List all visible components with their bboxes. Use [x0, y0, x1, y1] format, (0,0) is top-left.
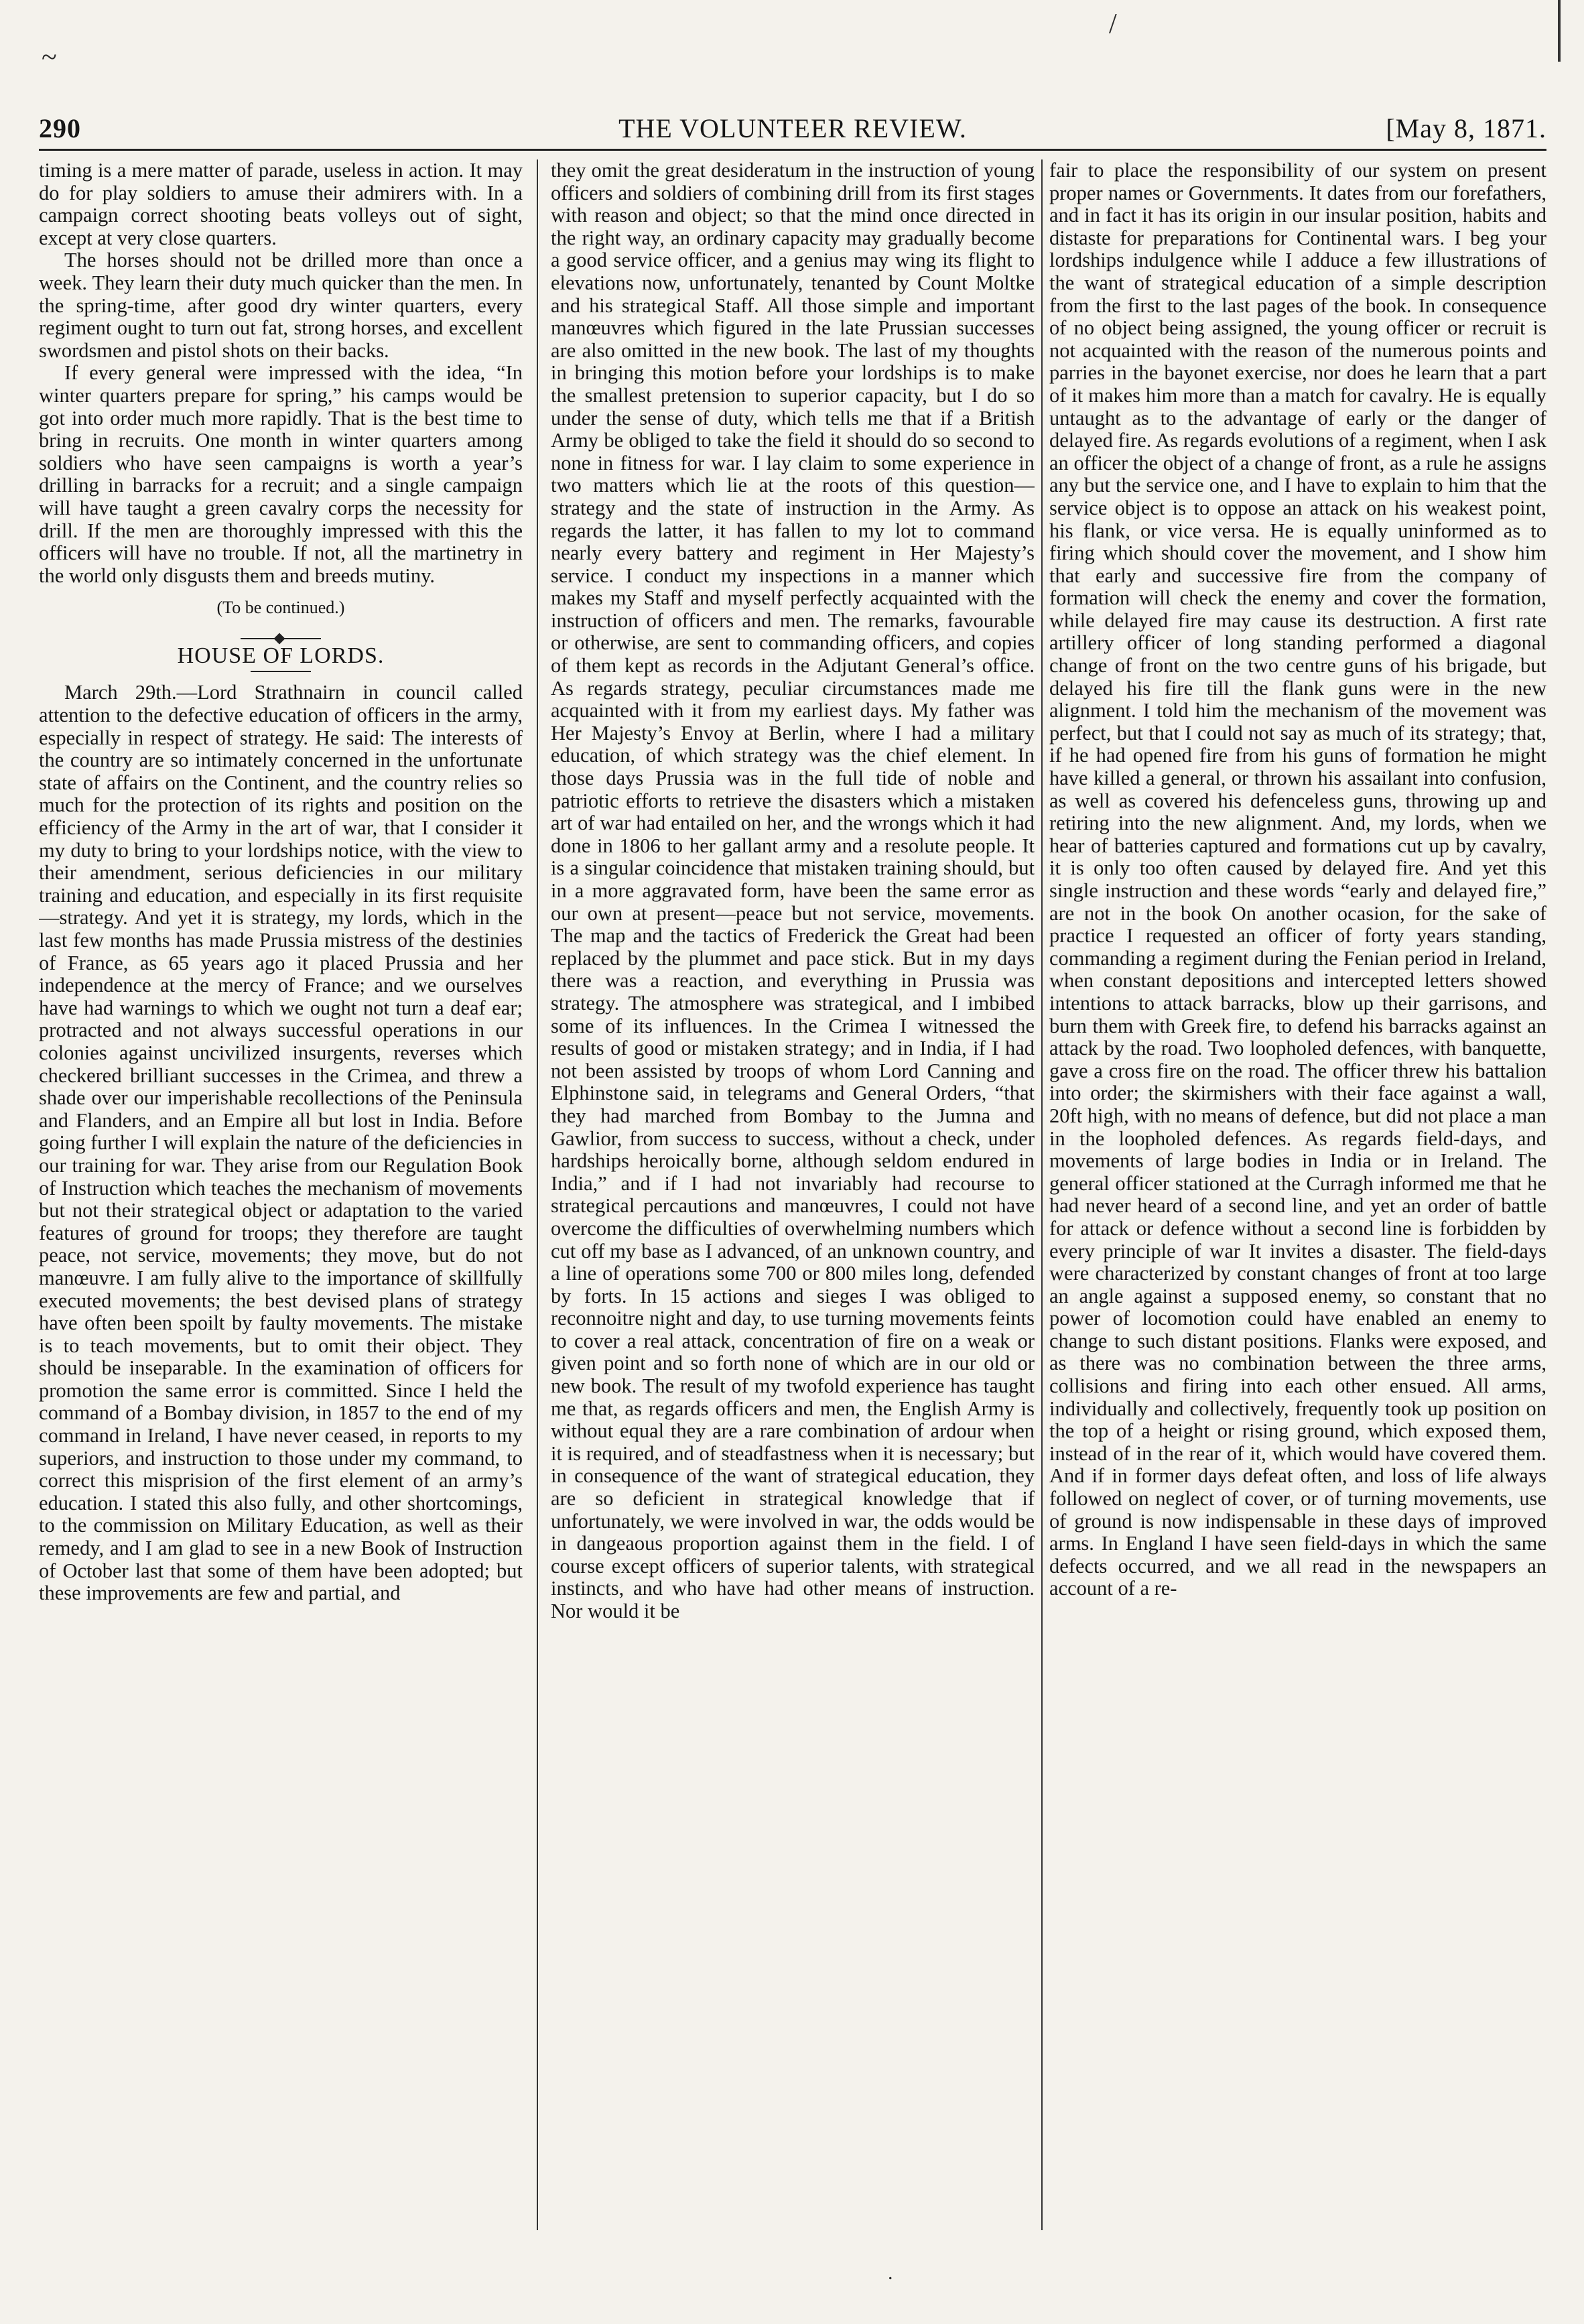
paragraph: they omit the great desideratum in the instruction of young officers and soldiers of combining drill from its first stages with reason and object; so that the mind once directed in the right way, an ordinary capacity may gradually become a good service officer, and a genius may wing its flight to elevations now, unfortunately, tenanted by Count Moltke and his strategical Staff. All those simple and important manœuvres which figured in the late Prussian successes are also omitted in the new book. The last of my thoughts in bringing this motion before your lordships is to make the smallest pretension to superior capacity, but I do so under the sense of duty, which tells me that if a British Army be obliged to take the field it should do so second to none in fitness for war. I lay claim to some experience in two matters which lie at the roots of this question—strategy and the state of instruction in the Army. As regards the latter, it has fallen to my lot to command nearly every battery and regiment in Her Majesty’s service. I conduct my inspections in a manner which makes my Staff and myself perfectly acquainted with the instruction of officers and men. The remarks, favourable or otherwise, are sent to commanding officers, and copies of them kept as records in the Adjutant General’s office. As regards strategy, peculiar circumstances made me acquainted with it from my earliest days. My father was Her Majesty’s Envoy at Berlin, where I had a military education, of which strategy was the chief element. In those days Prussia was in the full tide of noble and patriotic efforts to retrieve the disasters which a mistaken art of war had entailed on her, and the wrongs which it had done in 1806 to her gallant army and a resolute people. It is a singular coincidence that mistaken training should, but in a more aggravated form, have been the same error as our own at present—peace but not service, movements. The map and the tactics of Frederick the Great had been replaced by the plummet and pace stick. But in my days there was a reaction, and everything in Prussia was strategy. The atmosphere was strategical, and I imbibed some of its influences. In the Crimea I witnessed the results of good or mistaken strategy; and in India, if I had not been assisted by troops of whom Lord Canning and Elphinstone said, in telegrams and General Orders, “that they had marched from Bombay to the Jumna and Gawlior, from success to success, without a check, under hardships heroically borne, although seldom endured in India,” and if I had not invariably had recourse to strategical percautions and manœuvres, I could not have overcome the difficulties of overwhelming numbers which cut off my base as I advanced, of an unknown country, and a line of operations some 700 or 800 miles long, defended by forts. In 15 actions and sieges I was obliged to reconnoitre night and day, to use turning movements feints to cover a real attack, concentration of fire on a weak or given point and so forth none of which are in our old or new book. The result of my twofold experience has taught me that, as regards officers and men, the English Army is without equal they are a rare combination of ardour when it is required, and of steadfastness when it is necessary; but in consequence of the want of strategical education, they are so deficient in strategical knowledge that if unfortunately, we were involved in war, the odds would be in dangeaous proportion against them in the field. I of course except officers of superior talents, with strategical instincts, and who have had other means of instruction. Nor would it be	[551, 159, 1035, 1622]
running-header	[39, 113, 1546, 150]
page-number: 290	[39, 113, 81, 143]
paragraph: The horses should not be drilled more than once a week. They learn their duty much quicker than the men. In the spring-time, after good dry winter quarters, every regiment ought to turn out fat, strong horses, and excellent swordsmen and pistol shots on their backs.	[39, 249, 523, 362]
paragraph: fair to place the responsibility of our system on present proper names or Governments. It dates from our forefathers, and in fact it has its origin in our insular position, habits and distaste for preparations for Continental wars. I beg your lordships indulgence while I adduce a few illustrations of the want of strategical education of a simple description from the first to the last pages of the book. In consequence of no object being assigned, the young officer or recruit is not acquainted with the reason of the numerous points and parries in the bayonet exercise, nor does he learn that a part of it makes him more than a match for cavalry. He is equally untaught as to the advantage of early or the danger of delayed fire. As regards evolutions of a regiment, when I ask an officer the object of a change of front, as a rule he assigns any but the service one, and I have to explain to him that the service object is to oppose an attack on his weakest point, his flank, or vice versa. He is equally uninformed as to firing which should cover the movement, and I show him that early and successive fire from the company of formation will check the enemy and cover the formation, while delayed fire may cause its destruction. A first rate artillery officer of long standing performed a diagonal change of front on the two centre guns of his brigade, but delayed his fire till the flank guns were in the new alignment. I told him the mechanism of the movement was perfect, but that I could not say as much of its strategy; that, if he had opened fire from his guns of formation he might have killed a general, or thrown his assailant into confusion, as well as covered his defenceless guns, throwing up and retiring into the new alignment. And, my lords, when we hear of batteries captured and formations cut up by cavalry, it is only too often caused by delayed fire. And yet this single instruction and these words “early and delayed fire,” are not in the book On another ocasion, for the sake of practice I requested an officer of forty years standing, commanding a regiment during the Fenian period in Ireland, when constant depositions and intercepted letters showed intentions to attack barracks, blow up their garrisons, and burn them with Greek fire, to defend his barracks against an attack by the road. Two loopholed defences, with banquette, gave a cross fire on the road. The officer threw his battalion into order; the skirmishers with their face against a wall, 20ft high, with no means of defence, but did not place a man in the loopholed defences. As regards field-days, and movements of large bodies in India or in Ireland. The general officer stationed at the Curragh informed me that he had never heard of a second line, and yet an order of battle for attack or defence without a second line is forbidden by every principle of war It invites a disaster. The field-days were characterized by constant changes of front at too large an angle against a supposed enemy, so constant that no power of locomotion could have enabled an enemy to change to such distant positions. Flanks were exposed, and as there was no combination between the three arms, collisions and firing into each other ensued. All arms, individually and collectively, frequently took up position on the top of a height or rising ground, which exposed them, instead of in the rear of it, which would have covered them. And if in former days defeat often, and loss of life always followed on neglect of cover, or of turning movements, use of ground is now indispensable in these days of improved arms. In England I have seen field-days in which the same defects occurred, and we all read in the newspapers an account of a re-	[1049, 159, 1546, 1600]
scan-mark-bar	[1558, 0, 1561, 62]
paragraph: timing is a mere matter of parade, useless in action. It may do for play soldiers to amuse their admirers with. In a campaign correct shooting beats volleys out of sight, except at very close quarters.	[39, 159, 523, 249]
section-heading: HOUSE OF LORDS.	[177, 643, 385, 668]
section-ornament	[39, 626, 523, 639]
column-rule-left	[537, 159, 538, 2230]
column-1	[39, 159, 523, 2244]
header-rule	[39, 149, 1546, 151]
column-2	[551, 159, 1035, 2244]
paragraph: If every general were impressed with the idea, “In winter quarters prepare for spring,” his camps would be got into order much more rapidly. That is the best time to bring in recruits. One month in winter quarters among soldiers who have seen campaigns is worth a year’s drilling in barracks for a recruit; and a single campaign will have taught a green cavalry corps the necessity for drill. If the men are thoroughly impressed with this the officers will have no trouble. If not, all the martinetry in the world only disgusts them and breeds mutiny.	[39, 361, 523, 587]
publication-title: THE VOLUNTEER REVIEW.	[618, 113, 967, 143]
scan-mark-slash: /	[1109, 9, 1117, 40]
heading-rule	[251, 671, 311, 672]
paragraph: March 29th.—Lord Strathnairn in council called attention to the defective education of officers in the army, especially in respect of strategy. He said: The interests of the country are so intimately concerned in the unfortunate state of affairs on the Continent, and the country relies so much for the protection of its rights and position on the efficiency of the Army in the art of war, that I consider it my duty to bring to your lordships notice, with the view to their amendment, serious deficiencies in our military training and education, and especially in its first requisite—strategy. And yet it is strategy, my lords, which in the last few months has made Prussia mistress of the destinies of France, as 65 years ago it placed Prussia and her independence at the mercy of France; and we ourselves have had warnings to which we ought not turn a deaf ear; protracted and not always successful operations in our colonies against uncivilized insurgents, reverses which checkered brilliant successes in the Crimea, and threw a shade over our imperishable recollections of the Peninsula and Flanders, and an Empire all but lost in India. Before going further I will explain the nature of the deficiencies in our training for war. They arise from our Regulation Book of Instruction which teaches the mechanism of movements but not their strategical object or adaptation to the varied features of ground for troops; they therefore are taught peace, not service, movements; they move, but do not manœuvre. I am fully alive to the importance of skillfully executed movements; the best devised plans of strategy have often been spoilt by faulty movements. The mistake is to teach movements, but to omit their object. They should be inseparable. In the examination of officers for promotion the same error is committed. Since I held the command of a Bombay division, in 1857 to the end of my command in Ireland, I have never ceased, in reports to my superiors, and instruction to those under my command, to correct this misprision of the first element of an army’s education. I stated this also fully, and other shortcomings, to the commission on Military Education, as well as their remedy, and I am glad to see in a new Book of Instruction of October last that some of them have been adopted; but these improvements are few and partial, and	[39, 681, 523, 1605]
column-rule-right	[1041, 159, 1043, 2230]
continued-note: (To be continued.)	[216, 598, 345, 618]
issue-date: [May 8, 1871.	[1386, 113, 1546, 143]
scan-mark-tick: ~	[42, 42, 57, 73]
column-3	[1049, 159, 1546, 2244]
scan-mark-dot: .	[888, 2262, 893, 2284]
